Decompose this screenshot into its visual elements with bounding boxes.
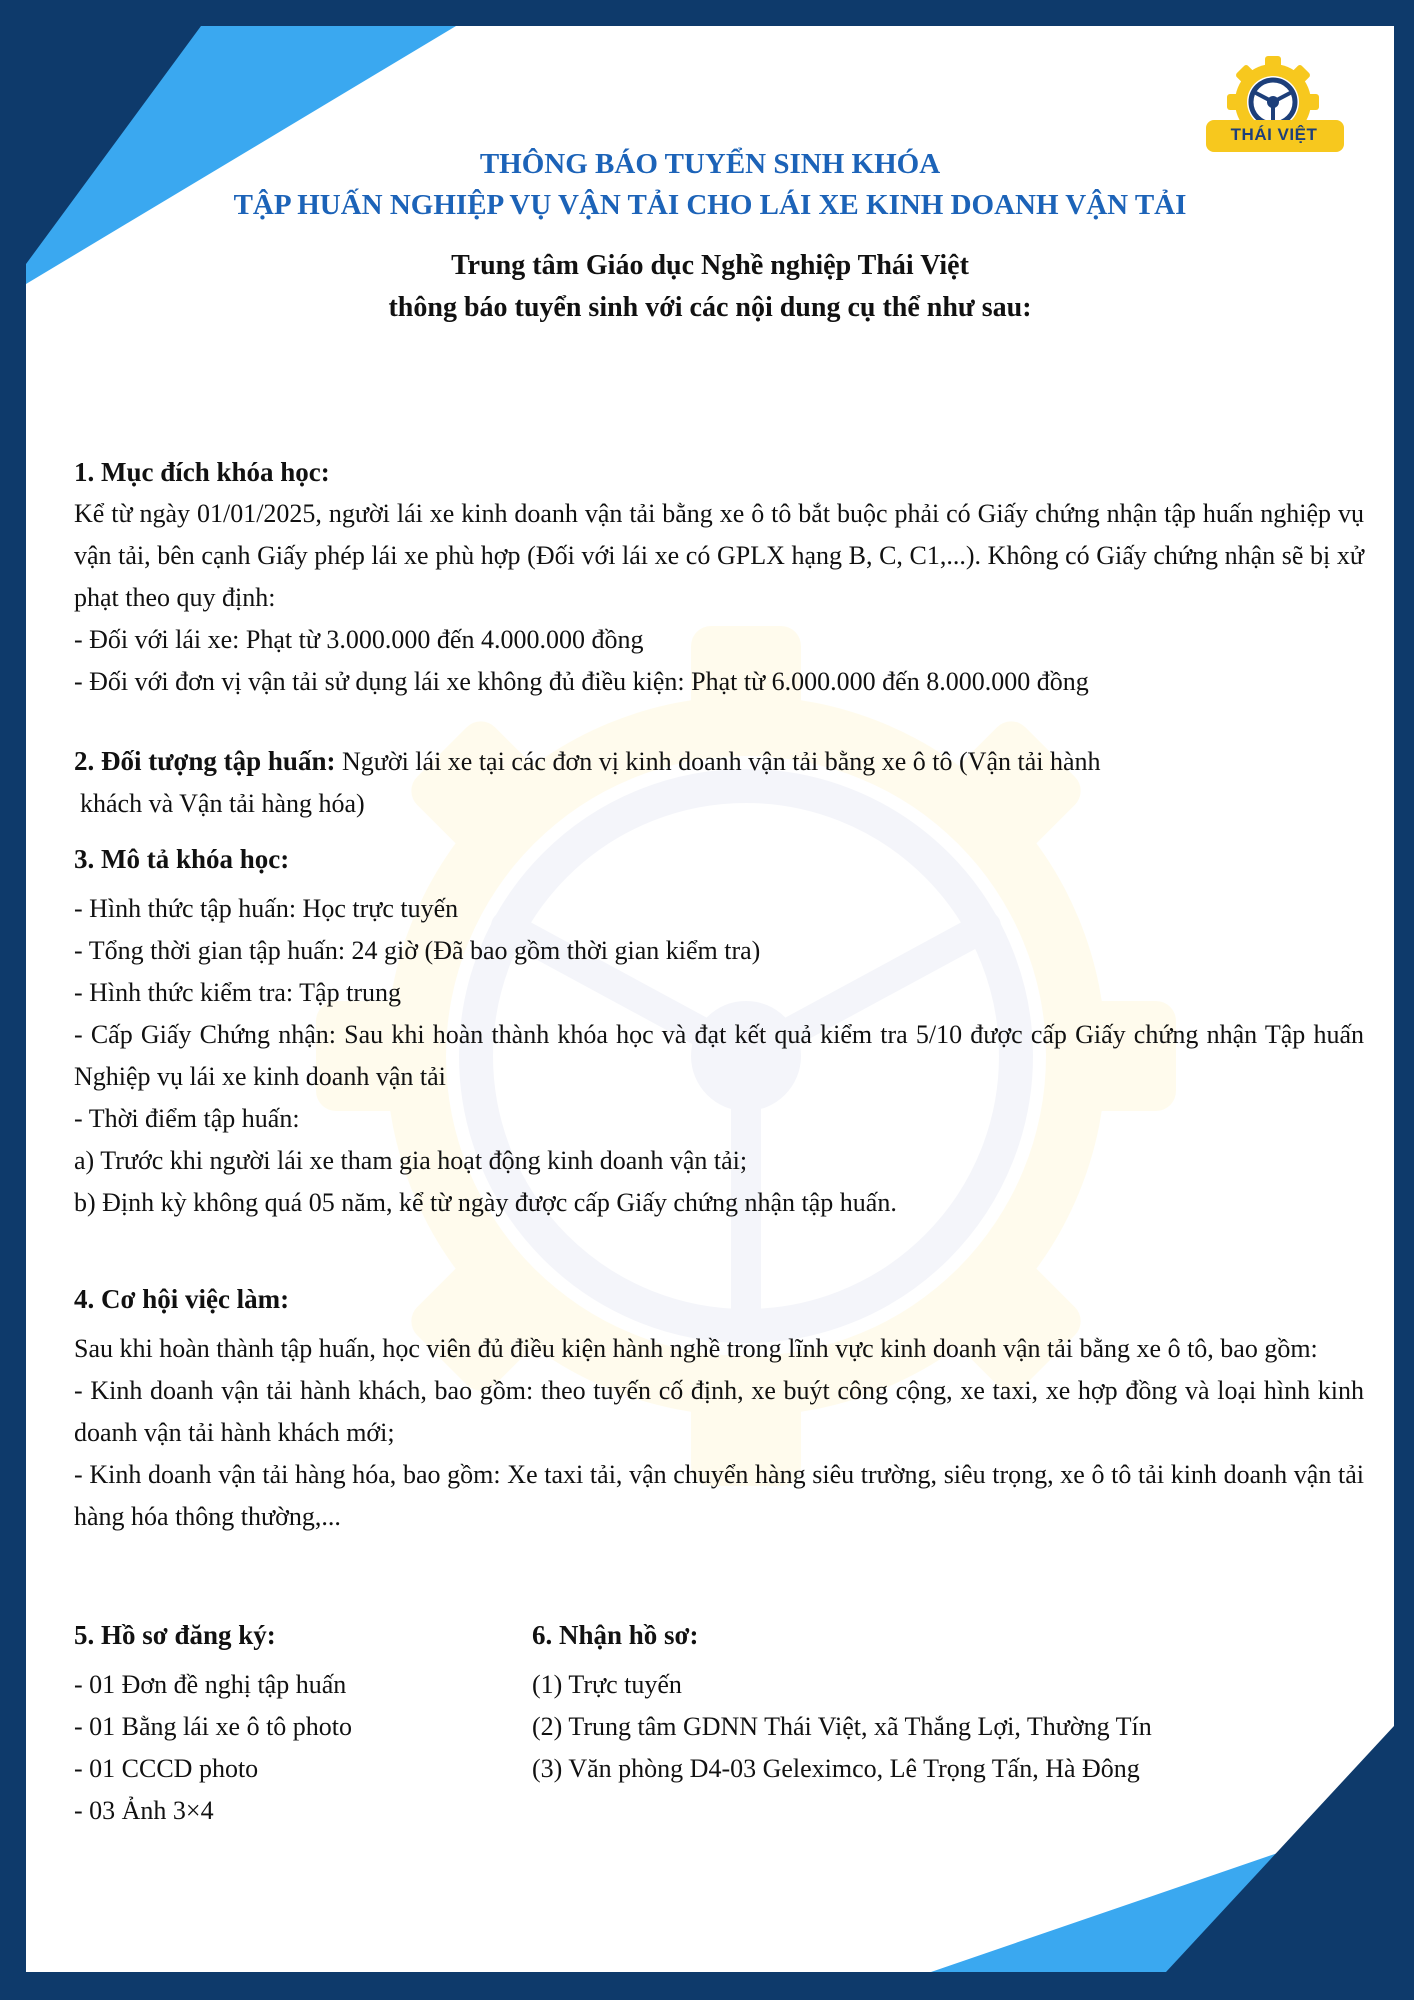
- section-opportunities: [74, 1278, 1364, 1538]
- list-item: - Kinh doanh vận tải hàng hóa, bao gồm: Xe taxi tải, vận chuyển hàng siêu trường, siêu trọng, xe ô tô tải kinh doanh vận tải hàng hóa thông thường,...: [74, 1460, 1364, 1531]
- list-item: (2) Trung tâm GDNN Thái Việt, xã Thắng Lợi, Thường Tín: [532, 1712, 1152, 1741]
- list-item: - Tổng thời gian tập huấn: 24 giờ (Đã bao gồm thời gian kiểm tra): [74, 936, 761, 965]
- list-item: - Kinh doanh vận tải hành khách, bao gồm: theo tuyến cố định, xe buýt công cộng, xe taxi, xe hợp đồng và loại hình kinh doanh vận tải hành khách mới;: [74, 1376, 1364, 1447]
- list-item: b) Định kỳ không quá 05 năm, kể từ ngày được cấp Giấy chứng nhận tập huấn.: [74, 1188, 897, 1217]
- subtitle-line1: Trung tâm Giáo dục Nghề nghiệp Thái Việt: [451, 250, 969, 281]
- list-item: Sau khi hoàn thành tập huấn, học viên đủ điều kiện hành nghề trong lĩnh vực kinh doanh vận tải bằng xe ô tô, bao gồm:: [74, 1334, 1318, 1363]
- page-title-line1: THÔNG BÁO TUYỂN SINH KHÓA: [479, 148, 941, 180]
- section-target: [74, 740, 1364, 825]
- section-documents: [74, 1614, 514, 1832]
- list-item: - Hình thức tập huấn: Học trực tuyến: [74, 894, 459, 923]
- section-submission: [532, 1614, 1352, 1790]
- poster-page: [26, 26, 1394, 1972]
- section-heading: 4. Cơ hội việc làm:: [74, 1284, 290, 1314]
- section-description: [74, 838, 1364, 1224]
- list-item: a) Trước khi người lái xe tham gia hoạt động kinh doanh vận tải;: [74, 1146, 748, 1175]
- section-heading: 6. Nhận hồ sơ:: [532, 1620, 699, 1650]
- section-heading: 5. Hồ sơ đăng ký:: [74, 1620, 276, 1650]
- list-item: - 01 CCCD photo: [74, 1754, 259, 1783]
- section-heading: 3. Mô tả khóa học:: [74, 844, 290, 874]
- list-item: - 01 Đơn đề nghị tập huấn: [74, 1670, 347, 1699]
- list-item: - Thời điểm tập huấn:: [74, 1104, 300, 1133]
- page-title-line2: TẬP HUẤN NGHIỆP VỤ VẬN TẢI CHO LÁI XE KINH DOANH VẬN TẢI: [233, 189, 1187, 221]
- list-item: - Đối với lái xe: Phạt từ 3.000.000 đến 4.000.000 đồng: [74, 625, 644, 654]
- subtitle-line2: thông báo tuyển sinh với các nội dung cụ thể như sau:: [388, 292, 1032, 323]
- section-text: Người lái xe tại các đơn vị kinh doanh vận tải bằng xe ô tô (Vận tải hành: [341, 747, 1101, 776]
- section-heading: 1. Mục đích khóa học:: [74, 457, 330, 487]
- list-item: - Hình thức kiểm tra: Tập trung: [74, 978, 401, 1007]
- section-heading: 2. Đối tượng tập huấn:: [74, 746, 336, 776]
- section-purpose: [74, 451, 1364, 703]
- list-item: - 03 Ảnh 3×4: [74, 1796, 214, 1825]
- section-paragraph: Kể từ ngày 01/01/2025, người lái xe kinh doanh vận tải bằng xe ô tô bắt buộc phải có Giấy chứng nhận tập huấn nghiệp vụ vận tải, bên cạnh Giấy phép lái xe phù hợp (Đối với lái xe có GPLX hạng B, C, C1,...). Không có Giấy chứng nhận sẽ bị xử phạt theo quy định:: [74, 499, 1364, 612]
- list-item: (3) Văn phòng D4-03 Geleximco, Lê Trọng Tấn, Hà Đông: [532, 1754, 1140, 1783]
- list-item: - Cấp Giấy Chứng nhận: Sau khi hoàn thành khóa học và đạt kết quả kiểm tra 5/10 được cấp Giấy chứng nhận Tập huấn Nghiệp vụ lái xe kinh doanh vận tải: [74, 1020, 1364, 1091]
- section-text-continued: khách và Vận tải hàng hóa): [80, 789, 365, 818]
- list-item: - Đối với đơn vị vận tải sử dụng lái xe không đủ điều kiện: Phạt từ 6.000.000 đến 8.000.000 đồng: [74, 667, 1089, 696]
- logo-text: THÁI VIỆT: [1230, 125, 1318, 144]
- list-item: (1) Trực tuyến: [532, 1670, 682, 1699]
- list-item: - 01 Bằng lái xe ô tô photo: [74, 1712, 353, 1741]
